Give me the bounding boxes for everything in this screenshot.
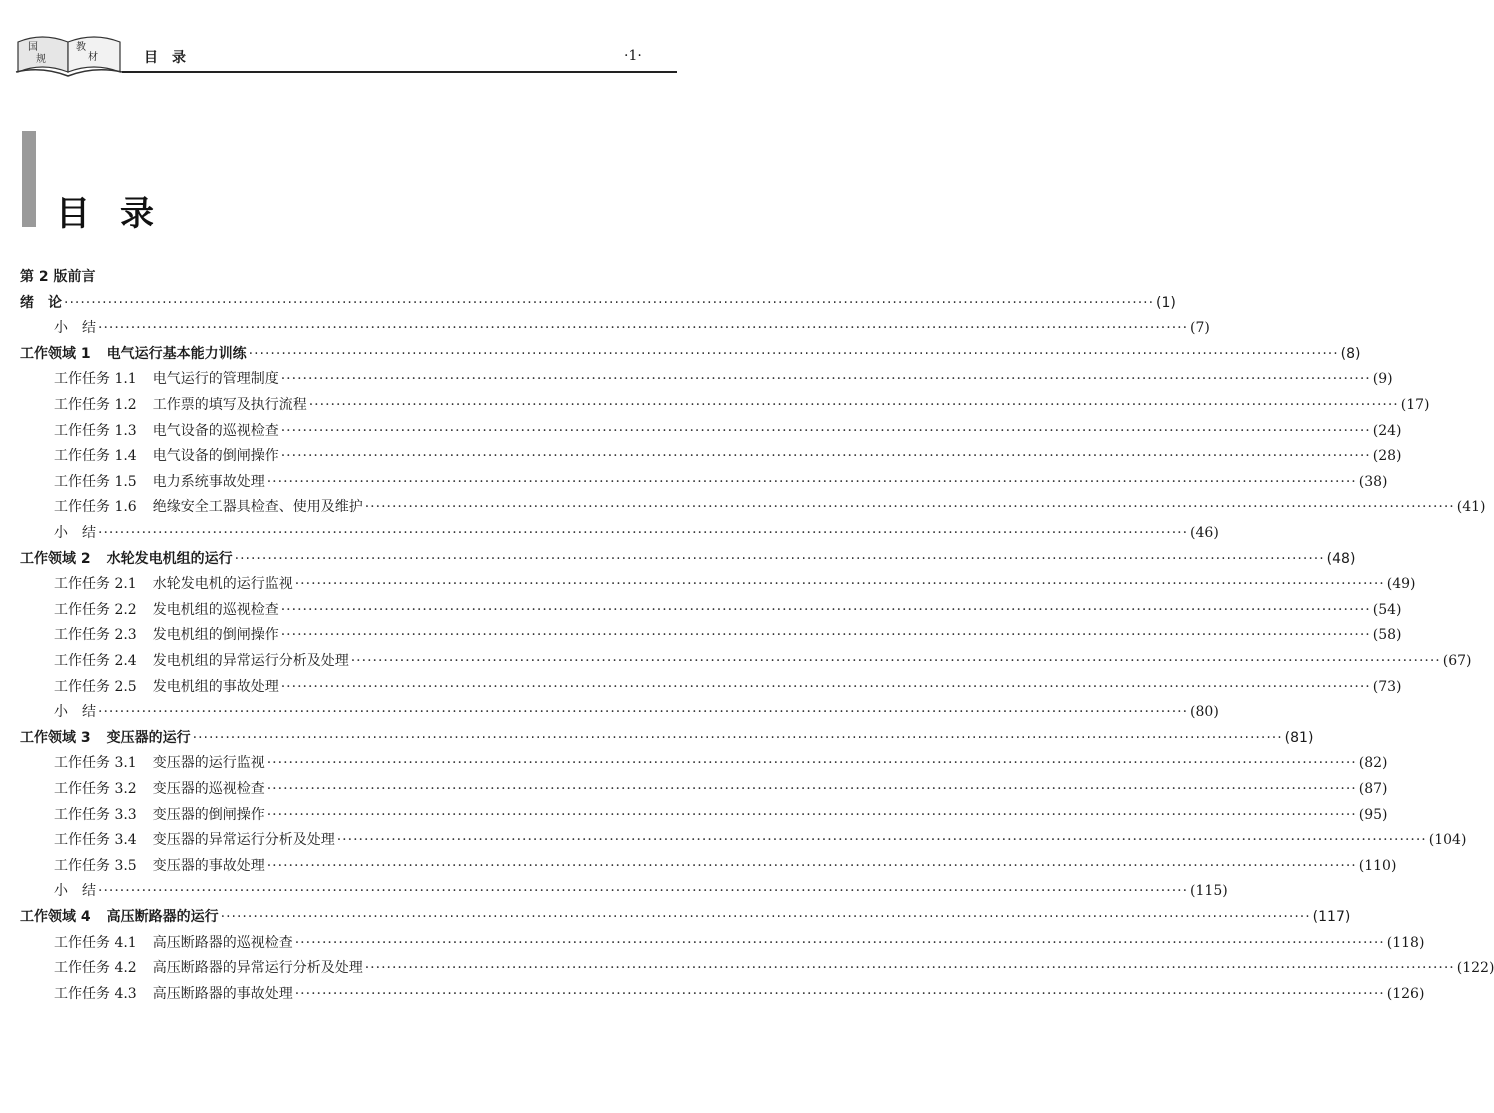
toc-entry[interactable]	[54, 676, 1402, 700]
toc-entry[interactable]	[54, 701, 1219, 725]
toc-entry-page: (81)	[1284, 729, 1314, 746]
toc-entry-label: 工作任务 1.2	[54, 397, 137, 413]
svg-text:材: 材	[88, 52, 98, 63]
toc-entry[interactable]	[54, 445, 1402, 469]
toc-entry[interactable]	[54, 829, 1467, 853]
toc-entry-label: 工作领域 4	[20, 909, 91, 925]
toc-entry-title: 变压器的巡视检查	[152, 781, 265, 797]
toc-entry-title: 高压断路器的事故处理	[152, 985, 293, 1002]
dot-leader: ········································································································································································································	[64, 294, 1155, 311]
toc-entry-title: 电气运行基本能力训练	[106, 345, 247, 362]
header-divider	[122, 71, 677, 73]
toc-entry-page: (28)	[1372, 448, 1402, 465]
toc-entry[interactable]	[54, 855, 1397, 879]
dot-leader: ········································································································································································································	[98, 525, 1189, 541]
toc-entry-page: (110)	[1358, 857, 1397, 874]
toc-entry-label: 绪 论	[20, 294, 62, 311]
toc-entry-title: 电气设备的巡视检查	[152, 422, 279, 439]
dot-leader: ········································································································································································································	[266, 755, 1357, 772]
dot-leader: ········································································································································································································	[266, 857, 1357, 874]
toc-entry-page: (87)	[1358, 781, 1388, 797]
toc-entry-label: 工作任务 4.1	[54, 934, 137, 951]
toc-entry-page: (48)	[1326, 550, 1356, 567]
toc-entry[interactable]	[54, 880, 1228, 904]
dot-leader: ········································································································································································································	[266, 806, 1357, 823]
toc-entry[interactable]	[54, 573, 1416, 597]
dot-leader: ········································································································································································································	[266, 781, 1357, 797]
toc-entry[interactable]	[54, 599, 1402, 623]
toc-entry-title: 水轮发电机的运行监视	[152, 576, 293, 593]
toc-entry[interactable]	[54, 368, 1393, 392]
toc-entry-label: 工作任务 1.3	[54, 422, 137, 439]
toc-entry-page: (17)	[1400, 397, 1430, 413]
dot-leader: ········································································································································································································	[280, 601, 1371, 618]
toc-entry-page: (1)	[1156, 294, 1176, 311]
toc-entry[interactable]	[54, 650, 1472, 674]
dot-leader: ········································································································································································································	[98, 883, 1189, 900]
dot-leader: ········································································································································································································	[266, 473, 1357, 490]
toc-entry-title: 变压器的倒闸操作	[152, 806, 265, 823]
toc-entry[interactable]	[54, 624, 1402, 648]
dot-leader: ········································································································································································································	[248, 345, 1339, 362]
toc-entry[interactable]	[20, 548, 1356, 572]
toc-entry-title: 电气设备的倒闸操作	[152, 448, 279, 465]
toc-entry[interactable]	[54, 957, 1494, 981]
toc-entry-title: 水轮发电机组的运行	[106, 550, 233, 567]
toc-entry-page: (8)	[1340, 345, 1361, 362]
toc-entry-title: 变压器的异常运行分析及处理	[152, 832, 335, 849]
toc-entry-page: (58)	[1372, 627, 1402, 644]
toc-entry-label: 工作任务 1.1	[54, 371, 137, 388]
dot-leader: ········································································································································································································	[350, 653, 1441, 669]
toc-entry-label: 工作任务 3.3	[54, 806, 137, 823]
toc-entry-title: 发电机组的异常运行分析及处理	[152, 653, 349, 669]
toc-entry-page: (38)	[1358, 473, 1388, 490]
title-accent-bar	[22, 131, 36, 227]
toc-entry-page: (49)	[1386, 576, 1416, 593]
dot-leader: ········································································································································································································	[98, 320, 1189, 337]
toc-entry[interactable]	[54, 420, 1402, 444]
toc-entry-title: 电气运行的管理制度	[152, 371, 279, 388]
page-header	[0, 0, 692, 80]
toc-entry-page: (46)	[1190, 525, 1219, 541]
toc-entry[interactable]	[20, 266, 672, 290]
toc-entry-label: 工作任务 3.2	[54, 781, 137, 797]
toc-entry-label: 工作任务 2.3	[54, 627, 137, 644]
dot-leader: ········································································································································································································	[294, 934, 1385, 951]
toc-entry-page: (24)	[1372, 422, 1402, 439]
toc-entry[interactable]	[20, 906, 1351, 930]
toc-entry[interactable]	[54, 471, 1388, 495]
toc-entry[interactable]	[54, 778, 1388, 802]
toc-entry-label: 工作任务 2.5	[54, 678, 137, 695]
dot-leader: ········································································································································································································	[280, 422, 1371, 439]
toc-entry-page: (54)	[1372, 601, 1402, 618]
dot-leader: ········································································································································································································	[364, 499, 1455, 516]
toc-entry-page: (118)	[1386, 934, 1425, 951]
toc-entry-title: 高压断路器的运行	[106, 909, 219, 925]
toc-entry[interactable]	[54, 983, 1425, 1007]
toc-entry-label: 工作任务 1.6	[54, 499, 137, 516]
svg-text:规: 规	[36, 54, 46, 65]
toc-entry-label: 工作任务 2.2	[54, 601, 137, 618]
toc-entry[interactable]	[54, 317, 1210, 341]
dot-leader: ········································································································································································································	[294, 576, 1385, 593]
dot-leader: ········································································································································································································	[98, 704, 1189, 721]
toc-entry[interactable]	[54, 932, 1425, 956]
toc-entry-label: 工作任务 3.5	[54, 857, 137, 874]
toc-entry-title: 电力系统事故处理	[152, 473, 265, 490]
dot-leader: ········································································································································································································	[308, 397, 1399, 413]
toc-entry-label: 小 结	[54, 883, 96, 900]
page-number: ·1·	[624, 48, 642, 64]
toc-entry[interactable]	[20, 343, 1361, 367]
toc-entry-page: (67)	[1442, 653, 1472, 669]
toc-entry-label: 工作任务 3.4	[54, 832, 137, 849]
toc-entry-title: 变压器的运行监视	[152, 755, 265, 772]
toc-entry-label: 工作任务 2.1	[54, 576, 137, 593]
toc-entry-page: (41)	[1456, 499, 1486, 516]
toc-entry-label: 工作任务 1.4	[54, 448, 137, 465]
toc-entry-title: 高压断路器的巡视检查	[152, 934, 293, 951]
toc-entry[interactable]	[20, 727, 1314, 751]
toc-entry-label: 小 结	[54, 320, 96, 337]
toc-entry-label: 工作领域 1	[20, 345, 91, 362]
dot-leader: ········································································································································································································	[336, 832, 1427, 849]
toc-entry-label: 工作任务 4.2	[54, 960, 137, 977]
toc-entry-label: 工作任务 1.5	[54, 473, 137, 490]
toc-entry-label: 工作领域 2	[20, 550, 91, 567]
toc-entry-page: (82)	[1358, 755, 1388, 772]
toc-entry-label: 小 结	[54, 704, 96, 721]
toc-entry-page: (73)	[1372, 678, 1402, 695]
toc-entry-page: (126)	[1386, 985, 1425, 1002]
toc-entry-title: 工作票的填写及执行流程	[152, 397, 307, 413]
dot-leader: ········································································································································································································	[280, 448, 1371, 465]
toc-entry-title: 变压器的事故处理	[152, 857, 265, 874]
toc-entry[interactable]	[54, 752, 1388, 776]
dot-leader: ········································································································································································································	[280, 627, 1371, 644]
dot-leader: ········································································································································································································	[192, 729, 1283, 746]
toc-entry[interactable]	[54, 496, 1486, 520]
toc-entry-label: 工作领域 3	[20, 729, 91, 746]
toc-entry-page: (115)	[1190, 883, 1228, 900]
dot-leader: ········································································································································································································	[280, 678, 1371, 695]
dot-leader: ········································································································································································································	[364, 960, 1455, 977]
toc-entry-label: 工作任务 4.3	[54, 985, 137, 1002]
dot-leader: ········································································································································································································	[220, 909, 1311, 925]
toc-entry-page: (9)	[1372, 371, 1393, 388]
toc-entry[interactable]	[20, 292, 1176, 316]
header-title: 目录	[144, 50, 200, 66]
toc-entry-title: 发电机组的巡视检查	[152, 601, 279, 618]
toc-entry-title: 高压断路器的异常运行分析及处理	[152, 960, 363, 977]
toc-heading: 目录	[56, 194, 184, 234]
toc-entry-page: (80)	[1190, 704, 1219, 721]
toc-entry-title: 发电机组的倒闸操作	[152, 627, 279, 644]
toc-entry-title: 绝缘安全工器具检查、使用及维护	[152, 499, 363, 516]
toc-entry-title: 变压器的运行	[106, 729, 191, 746]
toc-entry[interactable]	[54, 394, 1430, 418]
toc-entry-label: 第 2 版前言	[20, 269, 96, 285]
toc-entry-label: 工作任务 2.4	[54, 653, 137, 669]
toc-entry-page: (104)	[1428, 832, 1467, 849]
dot-leader: ········································································································································································································	[280, 371, 1371, 388]
toc-entry-label: 工作任务 3.1	[54, 755, 137, 772]
toc-entry-page: (117)	[1312, 909, 1351, 925]
toc-entry-page: (122)	[1456, 960, 1494, 977]
toc-entry[interactable]	[54, 804, 1388, 828]
dot-leader: ········································································································································································································	[294, 985, 1385, 1002]
logo-text: 国	[28, 42, 38, 53]
toc-entry-label: 小 结	[54, 525, 96, 541]
toc-entry-page: (95)	[1358, 806, 1388, 823]
open-book-logo	[14, 28, 124, 78]
toc-entry[interactable]	[54, 522, 1219, 546]
toc-entry-page: (7)	[1190, 320, 1210, 337]
dot-leader: ········································································································································································································	[234, 550, 1325, 567]
toc-entry-title: 发电机组的事故处理	[152, 678, 279, 695]
svg-text:教: 教	[76, 42, 86, 53]
